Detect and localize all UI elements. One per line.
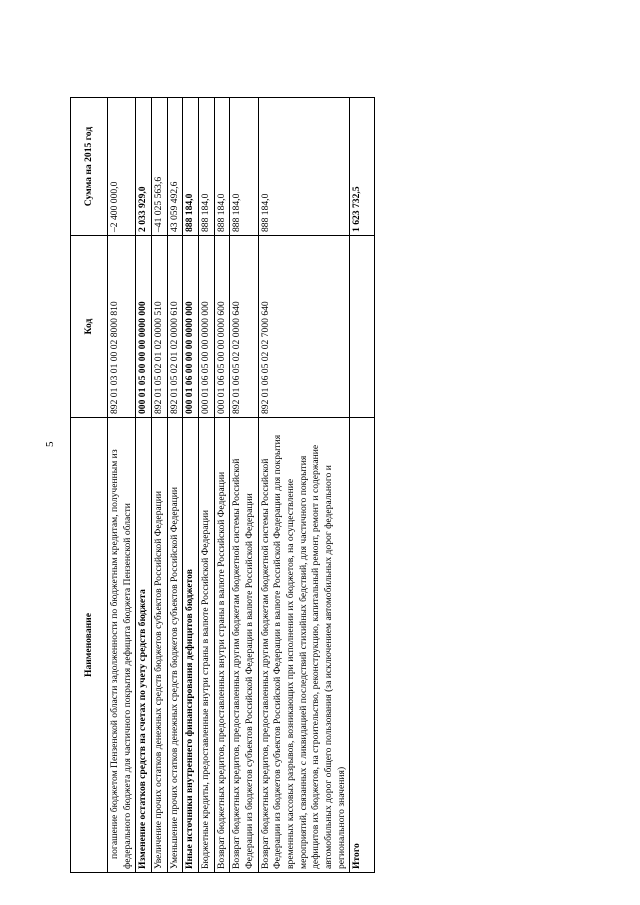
row-amount: 888 184,0 xyxy=(230,98,258,236)
row-amount: 43 059 492,6 xyxy=(167,98,183,236)
row-code: 892 01 05 02 01 02 0000 610 xyxy=(167,236,183,418)
header-name: Наименование xyxy=(71,418,108,873)
row-code: 000 01 06 05 00 00 0000 000 xyxy=(198,236,214,418)
row-amount: 888 184,0 xyxy=(258,98,350,236)
row-name: Возврат бюджетных кредитов, предоставленных внутри страны в валюте Российской Федерации xyxy=(214,418,230,873)
table-row xyxy=(198,98,214,873)
total-label: Итого xyxy=(350,418,375,873)
row-amount: –2 400 000,0 xyxy=(108,98,136,236)
table-row xyxy=(108,98,136,873)
row-name: Изменение остатков средств на счетах по учету средств бюджета xyxy=(136,418,152,873)
sources-table xyxy=(70,97,375,873)
row-amount: –41 025 563,6 xyxy=(151,98,167,236)
row-code: 000 01 06 00 00 00 0000 000 xyxy=(183,236,199,418)
total-code xyxy=(350,236,375,418)
row-code: 892 01 06 05 02 02 7000 640 xyxy=(258,236,350,418)
total-row xyxy=(350,98,375,873)
row-name: Бюджетные кредиты, предоставленные внутри страны в валюте Российской Федерации xyxy=(198,418,214,873)
table-row xyxy=(214,98,230,873)
row-name: Уменьшение прочих остатков денежных средств бюджетов субъектов Российской Федерации xyxy=(167,418,183,873)
table-header-row xyxy=(71,98,108,873)
row-amount: 888 184,0 xyxy=(198,98,214,236)
row-name: Иные источники внутреннего финансирования дефицитов бюджетов xyxy=(183,418,199,873)
row-code: 892 01 06 05 02 02 0000 640 xyxy=(230,236,258,418)
row-name: Возврат бюджетных кредитов, предоставленных другим бюджетам бюджетной системы Российской Федерации из бюджетов субъектов Российской Федерации в валюте Российской Федерации xyxy=(230,418,258,873)
row-code: 000 01 06 05 00 00 0000 600 xyxy=(214,236,230,418)
row-amount: 888 184,0 xyxy=(183,98,199,236)
header-code: Код xyxy=(71,236,108,418)
row-name: Увеличение прочих остатков денежных средств бюджетов субъектов Российской Федерации xyxy=(151,418,167,873)
row-code: 892 01 05 02 01 02 0000 510 xyxy=(151,236,167,418)
row-code: 892 01 03 01 00 02 8000 810 xyxy=(108,236,136,418)
table-row xyxy=(183,98,199,873)
row-name: Возврат бюджетных кредитов, предоставленных другим бюджетам бюджетной системы Российской Федерации из бюджетов субъектов Российской Федерации в валюте Российской Федерации для покрытия временных кассовых разрывов, возникающих при исполнении их бюджетов, на осуществление мероприятий, связанных с ликвидацией последствий стихийных бедствий, для частичного покрытия дефицитов их бюджетов, на строительство, реконструкцию, капитальный ремонт, ремонт и содержание автомобильных дорог общего пользования (за исключением автомобильных дорог федерального и регионального значения) xyxy=(258,418,350,873)
table-row xyxy=(136,98,152,873)
table-row xyxy=(230,98,258,873)
table-row xyxy=(151,98,167,873)
total-amount: 1 623 732,5 xyxy=(350,98,375,236)
rotated-page-content xyxy=(70,98,502,873)
row-amount: 888 184,0 xyxy=(214,98,230,236)
row-name: погашение бюджетом Пензенской области задолженности по бюджетным кредитам, полученным из федерального бюджета для частичного покрытия дефицита бюджета Пензенской области xyxy=(108,418,136,873)
row-code: 000 01 05 00 00 00 0000 000 xyxy=(136,236,152,418)
table-body xyxy=(108,98,375,873)
row-amount: 2 033 929,0 xyxy=(136,98,152,236)
table-row xyxy=(258,98,350,873)
page-number: 5 xyxy=(44,441,56,447)
header-amount: Сумма на 2015 год xyxy=(71,98,108,236)
table-row xyxy=(167,98,183,873)
